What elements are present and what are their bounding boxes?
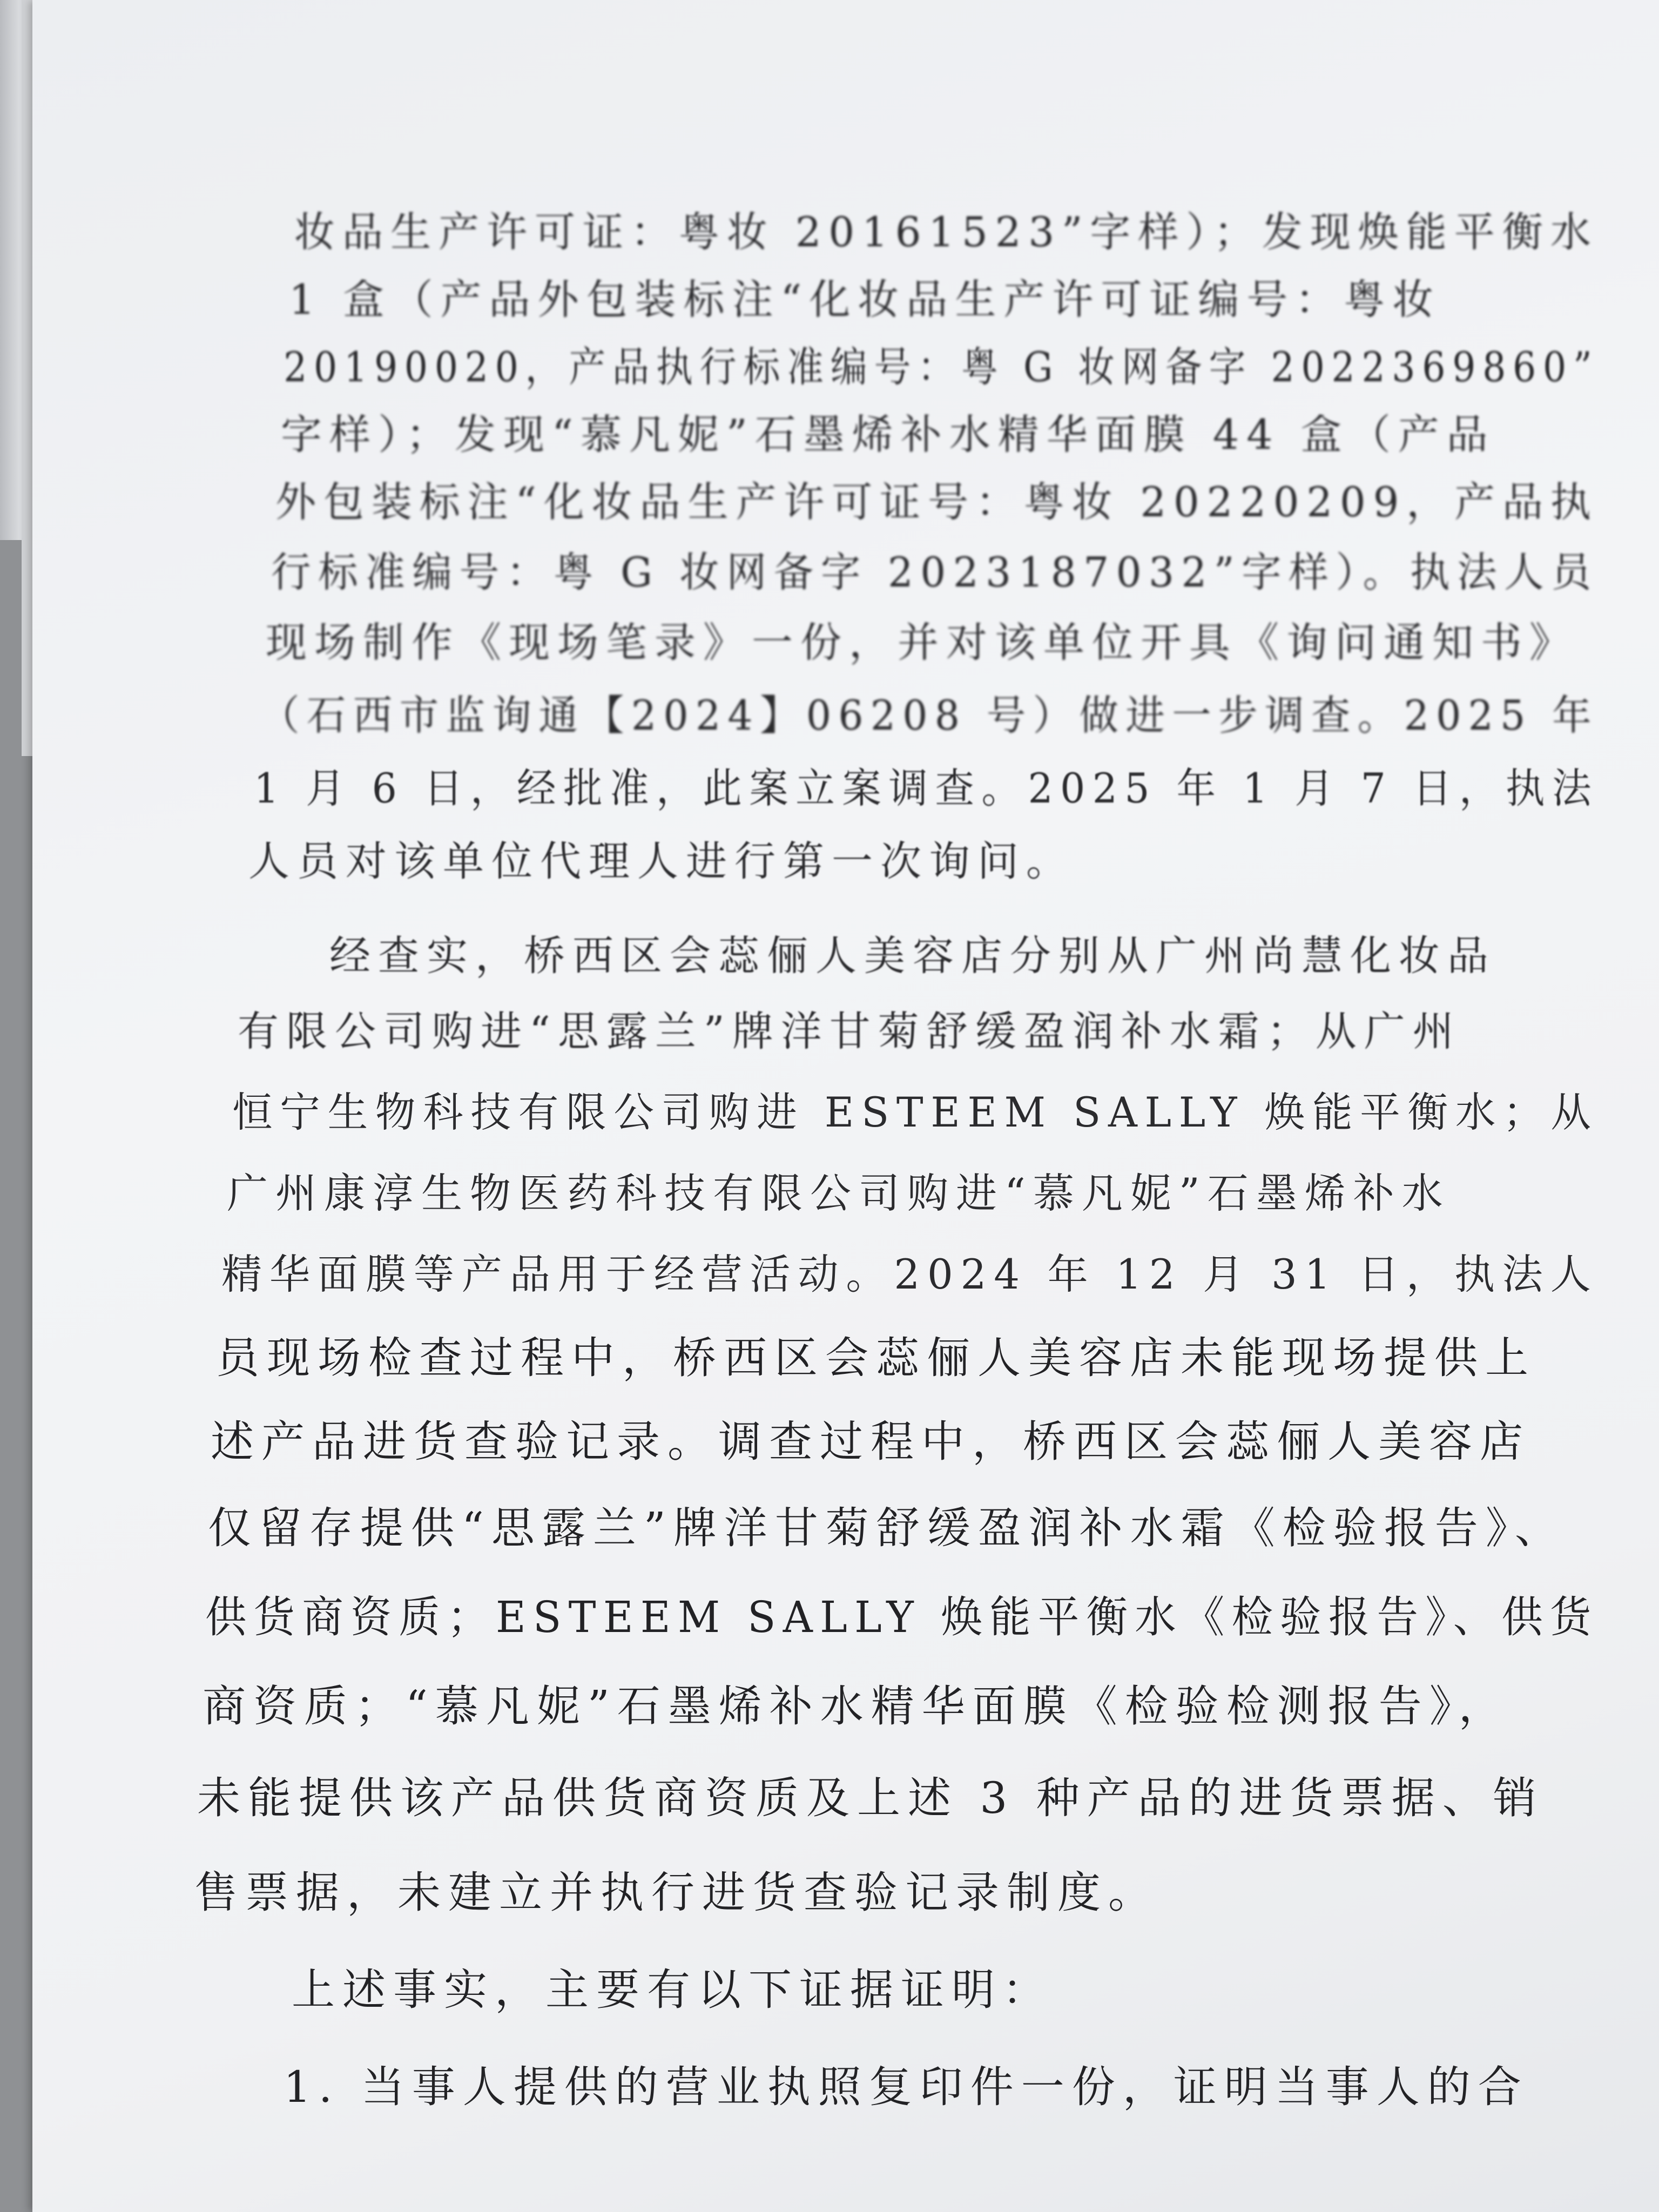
text-line: 商资质；“慕凡妮”石墨烯补水精华面膜《检验检测报告》，: [203, 1681, 1509, 1731]
text-line: 恒宁生物科技有限公司购进 ESTEEM SALLY 焕能平衡水；从: [232, 1088, 1599, 1136]
text-line: 供货商资质；ESTEEM SALLY 焕能平衡水《检验报告》、供货: [205, 1592, 1599, 1642]
text-line: （石西市监询通【2024】06208 号）做进一步调查。2025 年: [260, 691, 1599, 739]
text-line: 仅留存提供“思露兰”牌洋甘菊舒缓盈润补水霜《检验报告》、: [208, 1503, 1566, 1553]
text-line: 经查实，桥西区会蕊俪人美容店分别从广州尚慧化妆品: [329, 932, 1496, 980]
text-line: 未能提供该产品供货商资质及上述 3 种产品的进货票据、销: [197, 1773, 1544, 1823]
text-line: 广州康淳生物医药科技有限公司购进“慕凡妮”石墨烯补水: [227, 1169, 1451, 1217]
text-line: 员现场检查过程中，桥西区会蕊俪人美容店未能现场提供上: [216, 1333, 1536, 1383]
text-line: 1 月 6 日，经批准，此案立案调查。2025 年 1 月 7 日，执法: [254, 764, 1599, 812]
text-line: 现场制作《现场笔录》一份，并对该单位开具《询问通知书》: [266, 618, 1578, 666]
evidence-item: 1. 当事人提供的营业执照复印件一份，证明当事人的合: [284, 2062, 1529, 2112]
text-line: 精华面膜等产品用于经营活动。2024 年 12 月 31 日，执法人: [221, 1250, 1599, 1298]
text-line: 妆品生产许可证：粤妆 20161523”字样）；发现焕能平衡水: [294, 208, 1599, 256]
text-line: 外包装标注“化妆品生产许可证号：粤妆 20220209，产品执: [275, 478, 1599, 526]
text-line: 人员对该单位代理人进行第一次询问。: [248, 837, 1075, 885]
evidence-heading: 上述事实，主要有以下证据证明：: [292, 1965, 1053, 2015]
text-line: 字样）；发现“慕凡妮”石墨烯补水精华面膜 44 盒（产品: [281, 410, 1495, 458]
text-line: 有限公司购进“思露兰”牌洋甘菊舒缓盈润补水霜；从广州: [238, 1007, 1461, 1055]
text-line: 20190020，产品执行标准编号：粤 G 妆网备字 2022369860”: [284, 343, 1599, 391]
text-line: 1 盒（产品外包装标注“化妆品生产许可证编号：粤妆: [289, 275, 1441, 323]
text-line: 述产品进货查验记录。调查过程中，桥西区会蕊俪人美容店: [211, 1417, 1530, 1467]
text-line: 行标准编号：粤 G 妆网备字 2023187032”字样）。执法人员: [271, 548, 1599, 596]
text-line: 售票据，未建立并执行进货查验记录制度。: [194, 1867, 1159, 1918]
